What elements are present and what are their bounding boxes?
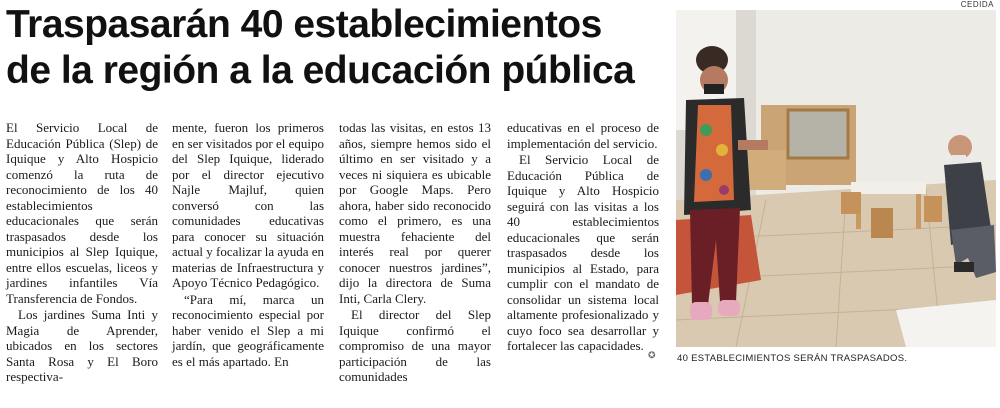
article-photo <box>676 10 996 347</box>
headline <box>6 2 666 94</box>
paragraph: “Para mí, marca un reconocimiento especial por haber venido el Slep a mi jardín, que geográficamente es el más apartado. En <box>172 291 324 369</box>
headline-line-1: Traspasarán 40 establecimientos <box>6 3 602 46</box>
article-column-1 <box>6 120 158 385</box>
photo-caption: 40 ESTABLECIMIENTOS SERÁN TRASPASADOS. <box>677 353 908 364</box>
paragraph: El director del Slep Iquique confirmó el compromiso de una mayor participación de las comunidades <box>339 307 491 384</box>
paragraph: Los jardines Suma Inti y Magia de Aprender, ubicados en los sectores Santa Rosa y El Boro respectiva- <box>6 307 158 384</box>
classroom-photo-illustration <box>676 10 996 347</box>
paragraph: El Servicio Local de Educación Pública de Iquique y Alto Hospicio seguirá con las visitas a los 40 establecimientos educacionales que serán traspasados desde los municipios al Estado, para cumplir con el mandato de consolidar un sistema local altamente profesionalizado y cuyo foco sea desarrollar y fortalecer las capacidades. <box>507 152 659 353</box>
photo-credit: CEDIDA <box>960 0 994 9</box>
article-column-2 <box>172 120 324 369</box>
paragraph: mente, fueron los primeros en ser visitados por el equipo del Slep Iquique, liderado por el director ejecutivo Najle Majluf, quien conversó con las comunidades educativas para conocer su situación actual y focalizar la ayuda en materias de Infraestructura y Apoyo Técnico Pedagógico. <box>172 120 324 290</box>
paragraph: todas las visitas, en estos 13 años, siempre hemos sido el último en ser visitado y a veces ni siquiera es ubicable por Google Maps. Pero ahora, haber sido reconocido como el primero, es una muestra fehaciente del interés real por querer conocer nuestros jardines”, dijo la directora de Suma Inti, Carla Clery. <box>339 120 491 306</box>
article-column-3 <box>339 120 491 385</box>
paragraph: educativas en el proceso de implementación del servicio. <box>507 120 659 151</box>
paragraph: El Servicio Local de Educación Pública (Slep) de Iquique y Alto Hospicio comenzó la ruta de reconocimiento de los 40 establecimientos educacionales que serán traspasados desde los municipios al Slep Iquique, entre ellos escuelas, liceos y jardines infantiles Vía Transferencia de Fondos. <box>6 120 158 306</box>
article-end-mark-icon: ✪ <box>648 351 656 361</box>
headline-line-2: de la región a la educación pública <box>6 49 635 92</box>
article-column-4 <box>507 120 659 354</box>
